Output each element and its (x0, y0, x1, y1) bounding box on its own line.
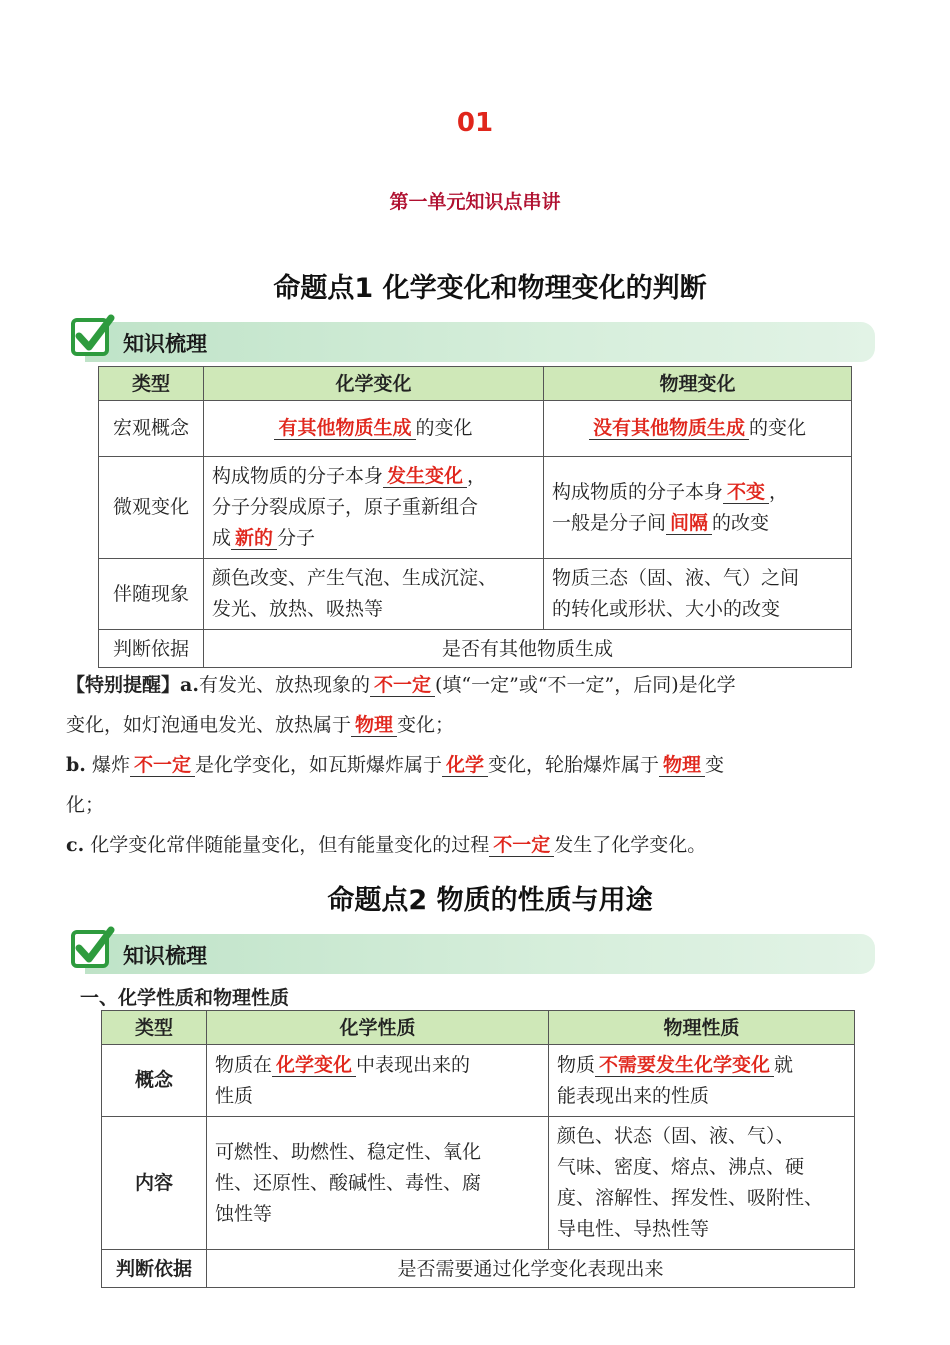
header-type: 类型 (102, 1011, 207, 1045)
micro-chemical (204, 457, 544, 559)
bar-label: 知识梳理 (123, 332, 207, 356)
topic1-title: 命题点1 化学变化和物理变化的判断 (273, 273, 707, 304)
text: 一般是分子间 (552, 511, 667, 534)
text: 变化，轮胎爆炸属于 (488, 754, 660, 776)
answer-blank: 不一定 (489, 834, 554, 857)
note-b-line1 (66, 751, 724, 779)
text: 是化学变化，如瓦斯爆炸属于 (194, 754, 442, 776)
text: 导电性、导热性等 (557, 1218, 710, 1240)
answer-blank: 物理 (659, 754, 705, 777)
basis-text: 是否有其他物质生成 (204, 630, 852, 668)
text: b. (66, 754, 86, 776)
text: 物质三态（固、液、气）之间 (552, 567, 800, 589)
text: 爆炸 (91, 754, 130, 776)
phenomena-physical (544, 559, 852, 630)
text: 度、溶解性、挥发性、吸附性、 (557, 1187, 824, 1209)
text: 的变化 (415, 417, 473, 439)
text: 分子 (277, 527, 316, 549)
text: 中表现出来的 (356, 1053, 471, 1076)
knowledge-bar-2 (85, 934, 875, 974)
answer-blank: 化学 (442, 754, 488, 777)
concept-chemical (207, 1045, 549, 1117)
text: 物质 (557, 1053, 596, 1076)
text: 变化，如灯泡通电发光、放热属于 (66, 714, 352, 736)
macro-physical (544, 401, 852, 457)
text: 发光、放热、吸热等 (212, 598, 384, 620)
text: 就 (774, 1053, 794, 1076)
answer-blank: 有其他物质生成 (274, 417, 415, 440)
header-physical: 物理变化 (544, 367, 852, 401)
row-label-basis: 判断依据 (102, 1250, 207, 1288)
note-a-line1 (66, 671, 736, 699)
property-table (101, 1010, 855, 1288)
row-label-micro: 微观变化 (99, 457, 204, 559)
answer-blank: 不变 (723, 481, 769, 504)
row-label-content: 内容 (102, 1117, 207, 1250)
answer-blank: 不一定 (130, 754, 195, 777)
answer-blank: 没有其他物质生成 (589, 417, 749, 440)
text: 颜色改变、产生气泡、生成沉淀、 (212, 567, 498, 589)
text: a. (180, 674, 199, 696)
note-a-line2 (66, 711, 454, 739)
macro-chemical (204, 401, 544, 457)
note-b-line2 (66, 791, 104, 819)
text: 能表现出来的性质 (557, 1084, 710, 1107)
unit-title: 第一单元知识点串讲 (389, 191, 561, 213)
text: 的变化 (749, 417, 807, 439)
bar-label: 知识梳理 (123, 944, 207, 968)
row-label-concept: 概念 (102, 1045, 207, 1117)
answer-blank: 新的 (231, 527, 277, 550)
answer-blank: 化学变化 (272, 1054, 356, 1077)
text: 化学变化常伴随能量变化，但有能量变化的过程 (90, 834, 490, 856)
text: 成 (212, 527, 232, 549)
header-chemical: 化学变化 (204, 367, 544, 401)
page-number: 01 (456, 108, 494, 138)
text: 性质 (215, 1084, 254, 1107)
text: 构成物质的分子本身 (212, 465, 384, 487)
basis-text: 是否需要通过化学变化表现出来 (207, 1250, 855, 1288)
micro-physical (544, 457, 852, 559)
text: 发生了化学变化。 (554, 834, 707, 856)
text: 的转化或形状、大小的改变 (552, 598, 781, 620)
change-table (98, 366, 852, 668)
text: c. (66, 834, 85, 856)
text: 颜色、状态（固、液、气）、 (557, 1125, 795, 1147)
text: 构成物质的分子本身 (552, 480, 724, 503)
row-label-basis: 判断依据 (99, 630, 204, 668)
text: 有发光、放热现象的 (198, 674, 370, 696)
text: ， (467, 465, 487, 487)
header-type: 类型 (99, 367, 204, 401)
answer-blank: 间隔 (666, 512, 712, 535)
text: 变 (705, 754, 725, 776)
topic2-title: 命题点2 物质的性质与用途 (327, 885, 653, 916)
text: 气味、密度、熔点、沸点、硬 (557, 1156, 805, 1178)
section-heading: 一、化学性质和物理性质 (80, 987, 290, 1009)
check-icon (69, 926, 115, 972)
answer-blank: 不需要发生化学变化 (595, 1054, 774, 1077)
check-icon (69, 314, 115, 360)
text: 化； (66, 794, 105, 816)
row-label-macro: 宏观概念 (99, 401, 204, 457)
header-physical: 物理性质 (549, 1011, 855, 1045)
answer-blank: 不一定 (370, 674, 435, 697)
answer-blank: 发生变化 (383, 465, 467, 488)
note-c-line (66, 831, 706, 859)
text: 分子分裂成原子，原子重新组合 (212, 496, 479, 518)
content-chemical (207, 1117, 549, 1250)
content-physical (549, 1117, 855, 1250)
tip-label: 【特别提醒】 (66, 674, 181, 696)
text: 变化； (397, 714, 455, 736)
phenomena-chemical (204, 559, 544, 630)
concept-physical (549, 1045, 855, 1117)
text: 的改变 (712, 511, 770, 534)
text: ， (769, 480, 789, 503)
text: 性、还原性、酸碱性、毒性、腐 (215, 1171, 482, 1194)
knowledge-bar-1 (85, 322, 875, 362)
text: 蚀性等 (215, 1202, 273, 1225)
text: (填“一定”或“不一定”，后同)是化学 (434, 674, 736, 696)
text: 物质在 (215, 1053, 273, 1076)
header-chemical: 化学性质 (207, 1011, 549, 1045)
answer-blank: 物理 (351, 714, 397, 737)
text: 可燃性、助燃性、稳定性、氧化 (215, 1140, 482, 1163)
row-label-phenomena: 伴随现象 (99, 559, 204, 630)
